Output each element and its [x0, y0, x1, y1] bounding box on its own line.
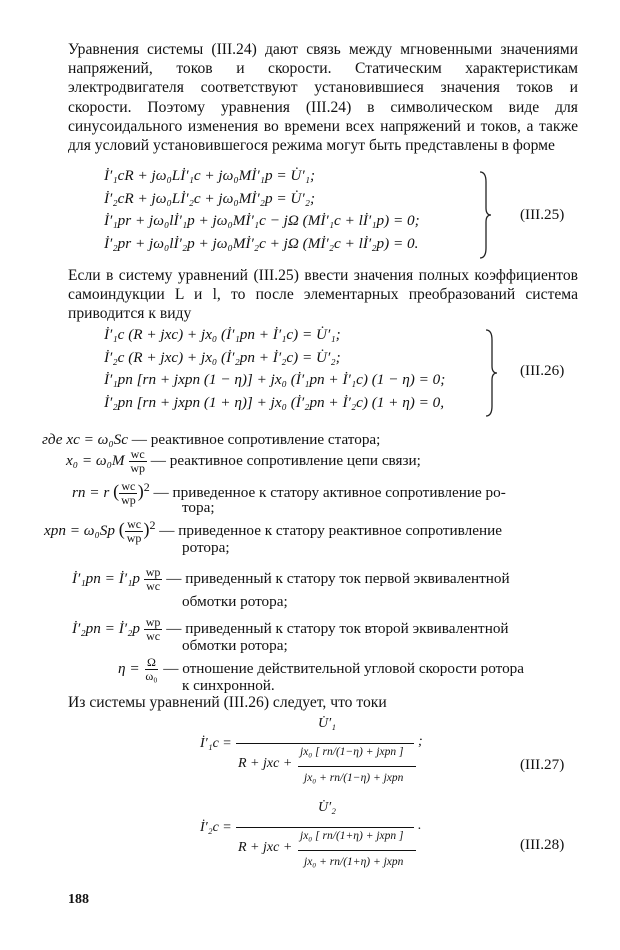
equation-system-26 — [104, 324, 445, 414]
def-x0-frac-den: wp — [130, 461, 145, 475]
eq28-num: U̇′₂ — [318, 800, 337, 815]
def-i1pp-cont: обмотки ротора; — [182, 593, 288, 610]
def-xc-lhs: где xc = ω₀Sc — [42, 431, 128, 448]
def-i1pp-frac-num: wp — [145, 565, 161, 579]
mid-text: Если в систему уравнений (III.25) ввести значения полных коэффициентов самоиндукции L и l, то после элементарных преобразований система приводится к виду — [68, 267, 578, 323]
eq26-line-2: İ′₂c (R + jxc) + jx₀ (İ′₂pп + İ′₂c) = U̇′₂; — [104, 348, 341, 366]
eq28-inner-bar — [298, 850, 416, 851]
def-xc — [42, 430, 380, 449]
def-rp-fraction — [119, 480, 138, 507]
def-x0-frac-num: wc — [130, 447, 145, 461]
eq26-number: (III.26) — [520, 362, 565, 379]
def-x0-lhs: x₀ = ω₀M — [66, 451, 125, 469]
eq28 — [200, 800, 500, 882]
eq25-line-2: İ′₂cR + jω₀Lİ′₂c + jω₀Mİ′₂p = U̇′₂; — [104, 189, 316, 207]
equation-system-25 — [104, 165, 420, 255]
eq26-line-4: İ′₂pп [rп + jxpп (1 + η)] + jx₀ (İ′₂pп + İ′₂c) (1 + η) = 0, — [104, 393, 445, 411]
eq25-number: (III.25) — [520, 206, 565, 223]
def-i1pp-lhs: İ′₁pп = İ′₁p — [72, 569, 140, 587]
def-eta-cont: к синхронной. — [182, 677, 275, 694]
def-eta-lhs: η = — [118, 659, 140, 677]
intro-text: Уравнения системы (III.24) дают связь между мгновенными значениями напряжений, токов и скорости. Статическим характеристикам электродвигателя соответствуют установившиеся значения токов и скорости. Поэтому уравнения (III.24) в символическом виде для синусоидального изменения во времени всех напряжений и токов, а также для условий установившегося режима могут быть представлены в форме — [68, 41, 578, 155]
def-x0 — [66, 448, 421, 475]
eq27-inner-bar — [298, 766, 416, 767]
def-xc-text: — реактивное сопротивление статора; — [131, 431, 381, 448]
def-eta-text: — отношение действительной угловой скорости ротора — [163, 659, 525, 677]
def-i1pp — [72, 566, 510, 593]
eq28-inner-den: jx₀ + rп/(1+η) + jxpп — [304, 856, 404, 868]
eq27 — [200, 716, 500, 798]
follows-text: Из системы уравнений (III.26) следует, что токи — [68, 694, 387, 711]
eq28-den-a: R + jxc + — [238, 840, 293, 855]
def-rp-lhs: rп = r — [72, 484, 110, 502]
eq25-line-1: İ′₁cR + jω₀Lİ′₁c + jω₀Mİ′₁p = U̇′₁; — [104, 167, 316, 184]
def-rp-frac-den: wp — [121, 493, 136, 508]
def-eta-frac-den: ω₀ — [145, 669, 158, 683]
def-i2pp-frac-den: wc — [146, 629, 161, 643]
eq25-line-3: İ′₁pr + jω₀lİ′₁p + jω₀Mİ′₁c − jΩ (Mİ′₁c + lİ′₁p) = 0; — [104, 212, 420, 229]
eq27-lhs: İ′₁c = — [200, 736, 232, 751]
def-xpp-frac-den: wp — [126, 531, 142, 546]
eq27-end: ; — [418, 734, 423, 749]
eq28-inner-num: jx₀ [ rп/(1+η) + jxpп ] — [300, 830, 404, 842]
def-rp-text: — приведенное к статору активное сопротивление ро- — [153, 484, 506, 502]
def-eta-fraction — [143, 656, 159, 683]
def-i2pp-text: — приведенный к статору ток второй эквивалентной — [166, 619, 509, 637]
eq27-number: (III.27) — [520, 756, 565, 773]
eq27-inner-num: jx₀ [ rп/(1−η) + jxpп ] — [300, 746, 404, 758]
def-xpp-text: — приведенное к статору реактивное сопротивление — [159, 522, 502, 540]
def-i2pp-fraction — [144, 616, 163, 643]
eq27-den-a: R + jxc + — [238, 756, 293, 771]
def-eta — [118, 656, 524, 683]
def-x0-fraction — [128, 448, 147, 475]
eq28-number: (III.28) — [520, 836, 565, 853]
eq28-end: . — [418, 818, 422, 833]
eq27-main-bar — [236, 743, 414, 744]
brace-25 — [478, 170, 492, 260]
def-i2pp-cont: обмотки ротора; — [182, 637, 288, 654]
eq26-line-3: İ′₁pп [rп + jxpп (1 − η)] + jx₀ (İ′₁pп + İ′₁c) (1 − η) = 0; — [104, 371, 446, 388]
eq27-inner-den: jx₀ + rп/(1−η) + jxpп — [304, 772, 404, 784]
eq26-line-1: İ′₁c (R + jxc) + jx₀ (İ′₁pп + İ′₁c) = U̇′₁; — [104, 326, 341, 343]
intro-paragraph — [68, 40, 578, 155]
page-number: 188 — [68, 892, 89, 907]
eq28-main-bar — [236, 827, 414, 828]
def-i1pp-frac-den: wc — [146, 579, 161, 593]
def-i1pp-text: — приведенный к статору ток первой эквивалентной — [166, 569, 510, 587]
brace-26 — [484, 328, 498, 418]
def-rp-cont: тора; — [182, 499, 215, 516]
def-i1pp-fraction — [144, 566, 163, 593]
def-i2pp — [72, 616, 509, 643]
def-xpp: xpп = ω₀Sp ( $\frac{wc}{wp}$ )$^2$ — приведенное к статору реактивное сопротивление — [44, 517, 502, 546]
def-eta-frac-num: Ω — [146, 655, 156, 669]
def-i2pp-frac-num: wp — [145, 615, 161, 629]
follows-paragraph — [68, 693, 578, 712]
eq25-line-4: İ′₂pr + jω₀lİ′₂p + jω₀Mİ′₂c + jΩ (Mİ′₂c + lİ′₂p) = 0. — [104, 234, 419, 252]
def-x0-text: — реактивное сопротивление цепи связи; — [150, 451, 421, 469]
def-xpp-lhs: xpп = ω₀Sp — [44, 522, 115, 540]
def-xpp-frac-num: wc — [127, 517, 142, 532]
def-xpp-cont: ротора; — [182, 539, 230, 556]
eq28-lhs: İ′₂c = — [200, 820, 232, 835]
def-rp: rп = r ( $\frac{wc}{wp}$ )$^2$ — приведенное к статору активное сопротивление ро- — [72, 479, 506, 508]
mid-paragraph — [68, 266, 578, 324]
def-rp-frac-num: wc — [121, 479, 136, 494]
eq27-num: U̇′₁ — [318, 716, 337, 731]
def-xpp-fraction — [125, 518, 144, 545]
def-i2pp-lhs: İ′₂pп = İ′₂p — [72, 619, 140, 637]
